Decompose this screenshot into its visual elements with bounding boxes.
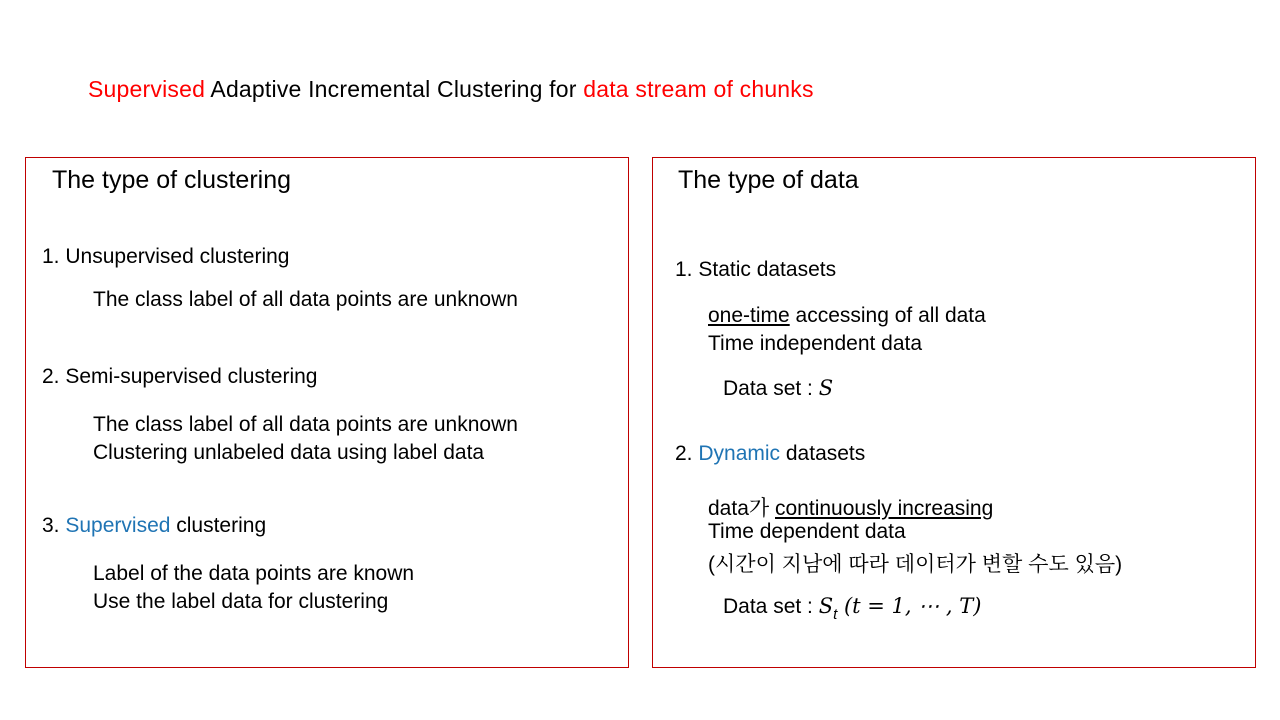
slide-title [88,76,814,103]
static-datasets-desc-1: one-time accessing of all data [708,304,986,327]
dynamic-datasets-desc-2: Time dependent data [708,520,906,543]
clustering-types-panel [25,157,629,668]
data-types-heading: The type of data [678,166,859,194]
dynamic-datasets-desc-3: (시간이 지남에 따라 데이터가 변할 수도 있음) [708,553,1123,576]
static-datasets-title: 1. Static datasets [675,258,837,281]
clustering-item-1-title: 1. Unsupervised clustering [42,245,290,268]
clustering-item-3-title: 3. Supervised clustering [42,514,267,537]
title-supervised: Supervised [88,76,206,102]
static-dataset-formula: Data set : S [723,376,834,400]
clustering-item-1-desc: The class label of all data points are unknown [93,288,518,311]
title-middle: Adaptive Incremental Clustering for [205,76,584,102]
clustering-item-2-desc-2: Clustering unlabeled data using label data [93,441,485,464]
static-datasets-desc-2: Time independent data [708,332,923,355]
clustering-item-3-desc-2: Use the label data for clustering [93,590,389,613]
clustering-types-heading: The type of clustering [52,166,292,194]
dynamic-datasets-title: 2. Dynamic datasets [675,442,866,465]
dynamic-datasets-desc-1: data가 continuously increasing [708,497,994,520]
clustering-item-2-title: 2. Semi-supervised clustering [42,365,318,388]
title-data-stream: data stream of chunks [583,76,814,102]
clustering-item-2-desc-1: The class label of all data points are unknown [93,413,518,436]
data-types-panel [652,157,1256,668]
dynamic-dataset-formula: Data set : $S_t$ (t = 1, ⋯ , T) [723,594,982,623]
clustering-item-3-desc-1: Label of the data points are known [93,562,415,585]
